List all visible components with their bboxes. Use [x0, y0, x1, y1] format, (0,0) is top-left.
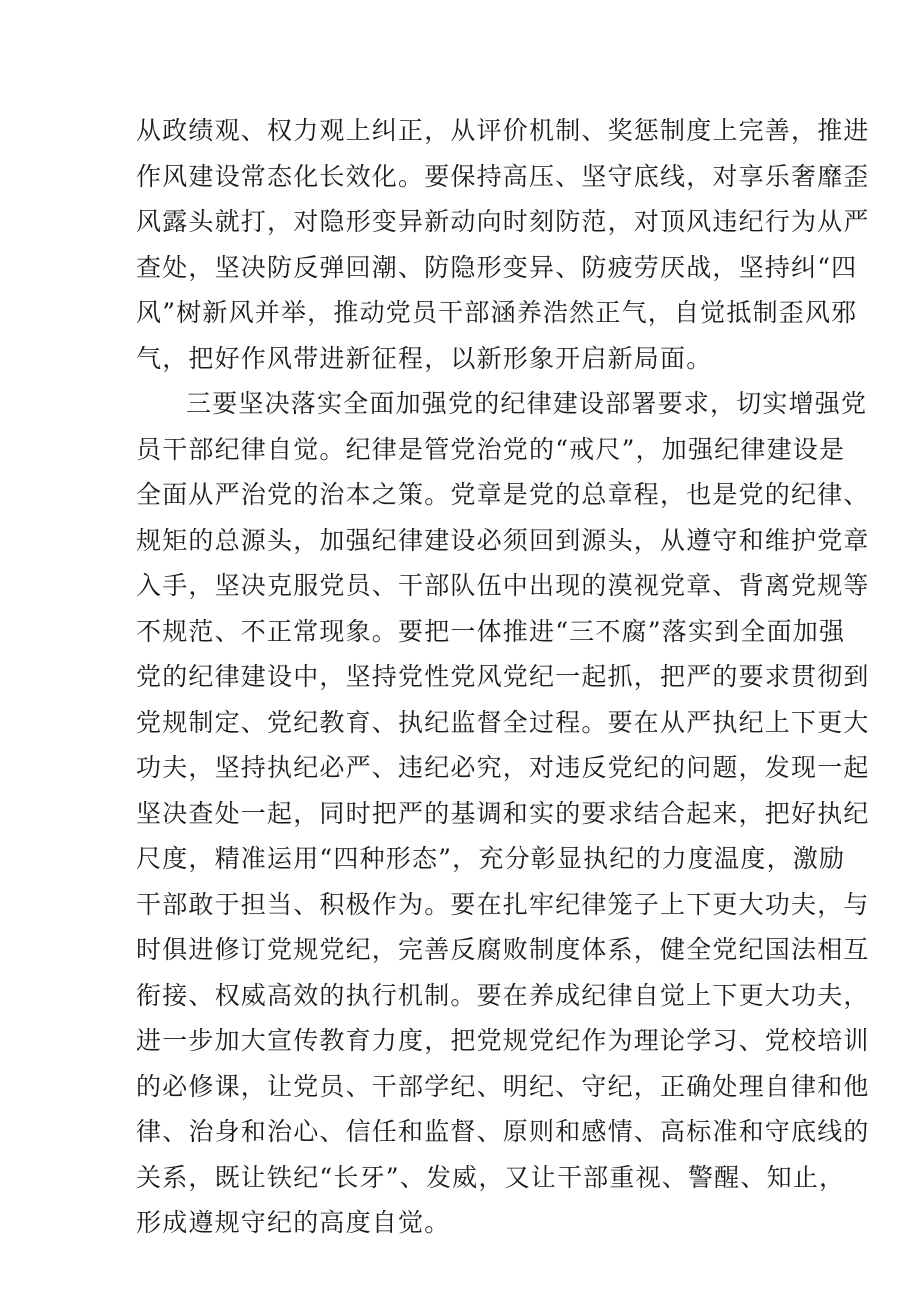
paragraph-line: 律、治身和治心、信任和监督、原则和感情、高标准和守底线的: [136, 1117, 870, 1146]
paragraph-line: 查处，坚决防反弹回潮、防隐形变异、防疲劳厌战，坚持纠“四: [136, 252, 858, 282]
paragraph-line: 关系，既让铁纪“长牙”、发威，又让干部重视、警醒、知止，: [136, 1162, 846, 1192]
body-text: [136, 108, 870, 1246]
paragraph-line: 时俱进修订党规党纪，完善反腐败制度体系，健全党纪国法相互: [136, 935, 870, 964]
paragraph-line: 党的纪律建设中，坚持党性党风党纪一起抓，把严的要求贯彻到: [136, 662, 870, 691]
paragraph-line: 进一步加大宣传教育力度，把党规党纪作为理论学习、党校培训: [136, 1026, 870, 1055]
paragraph-line: 尺度，精准运用“四种形态”，充分彰显执纪的力度温度，激励: [136, 844, 846, 873]
paragraph-1: [136, 108, 870, 381]
paragraph-line: 气，把好作风带进新征程，以新形象开启新局面。: [136, 343, 713, 373]
paragraph-line: 入手，坚决克服党员、干部队伍中出现的漠视党章、背离党规等: [136, 571, 870, 600]
paragraph-line: 不规范、不正常现象。要把一体推进“三不腐”落实到全面加强: [136, 616, 846, 646]
paragraph-line: 三要坚决落实全面加强党的纪律建设部署要求，切实增强党: [186, 389, 868, 418]
paragraph-line: 从政绩观、权力观上纠正，从评价机制、奖惩制度上完善，推进: [136, 116, 870, 145]
paragraph-line: 员干部纪律自觉。纪律是管党治党的“戒尺”，加强纪律建设是: [136, 434, 846, 464]
paragraph-line: 形成遵规守纪的高度自觉。: [136, 1208, 451, 1237]
paragraph-line: 坚决查处一起，同时把严的基调和实的要求结合起来，把好执纪: [136, 798, 870, 828]
paragraph-line: 全面从严治党的治本之策。党章是党的总章程，也是党的纪律、: [136, 480, 870, 509]
paragraph-line: 党规制定、党纪教育、执纪监督全过程。要在从严执纪上下更大: [136, 707, 870, 737]
paragraph-line: 衔接、权威高效的执行机制。要在养成纪律自觉上下更大功夫，: [136, 980, 870, 1010]
paragraph-line: 作风建设常态化长效化。要保持高压、坚守底线，对享乐奢靡歪: [136, 161, 870, 191]
paragraph-line: 风露头就打，对隐形变异新动向时刻防范，对顶风违纪行为从严: [136, 207, 870, 236]
paragraph-line: 规矩的总源头，加强纪律建设必须回到源头，从遵守和维护党章: [136, 525, 870, 555]
paragraph-line: 功夫，坚持执纪必严、违纪必究，对违反党纪的问题，发现一起: [136, 753, 870, 782]
paragraph-line: 风”树新风并举，推动党员干部涵养浩然正气，自觉抵制歪风邪: [136, 298, 858, 327]
paragraph-line: 的必修课，让党员、干部学纪、明纪、守纪，正确处理自律和他: [136, 1071, 870, 1101]
paragraph-line: 干部敢于担当、积极作为。要在扎牢纪律笼子上下更大功夫，与: [136, 889, 870, 919]
paragraph-2: [136, 381, 870, 1246]
